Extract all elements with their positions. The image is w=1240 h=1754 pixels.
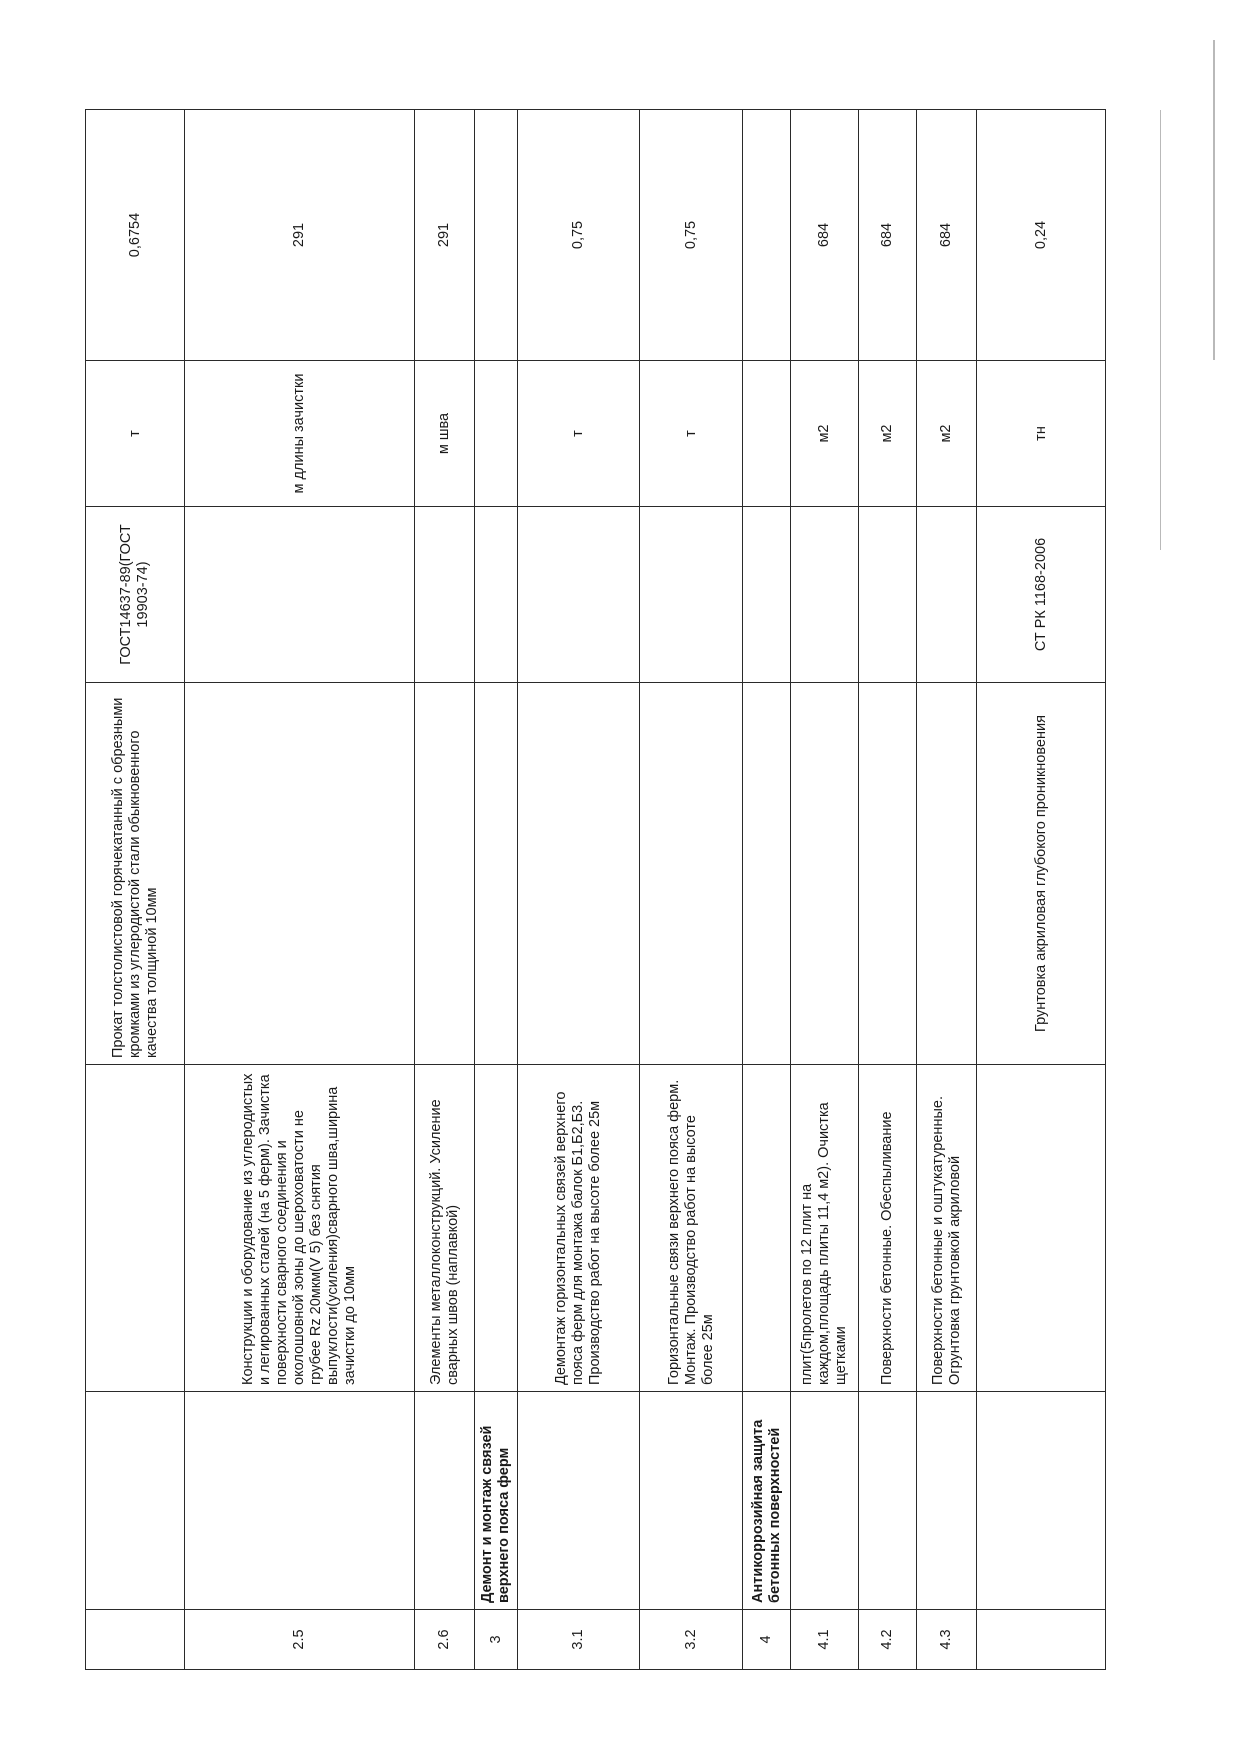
quantity: 0,6754 <box>86 110 185 361</box>
row-number: 4.1 <box>791 1610 859 1670</box>
material-name: Грунтовка акриловая глубокого проникновения <box>977 683 1106 1065</box>
quantity: 291 <box>185 110 415 361</box>
table-row <box>791 110 859 1670</box>
section-title <box>86 1392 185 1610</box>
section-title <box>518 1392 640 1610</box>
quantity: 0,24 <box>977 110 1106 361</box>
material-name <box>743 683 791 1065</box>
material-name <box>518 683 640 1065</box>
row-number <box>977 1610 1106 1670</box>
table-row <box>185 110 415 1670</box>
unit-of-measure: м шва <box>415 361 475 507</box>
section-title <box>640 1392 743 1610</box>
rotated-document-area <box>85 110 1105 1670</box>
quantity: 684 <box>791 110 859 361</box>
material-name <box>859 683 917 1065</box>
table-row <box>859 110 917 1670</box>
quantity: 684 <box>917 110 977 361</box>
quantity: 291 <box>415 110 475 361</box>
table-row <box>640 110 743 1670</box>
row-number <box>86 1610 185 1670</box>
work-description <box>977 1065 1106 1392</box>
material-standard <box>859 507 917 683</box>
work-description <box>86 1065 185 1392</box>
scan-artifact <box>1213 40 1215 360</box>
unit-of-measure: м длины зачистки <box>185 361 415 507</box>
unit-of-measure: м2 <box>791 361 859 507</box>
table-row <box>86 110 185 1670</box>
material-name <box>640 683 743 1065</box>
work-description <box>743 1065 791 1392</box>
material-standard <box>185 507 415 683</box>
unit-of-measure: т <box>86 361 185 507</box>
material-standard <box>518 507 640 683</box>
table-row <box>475 110 518 1670</box>
material-name <box>185 683 415 1065</box>
section-title: Антикоррозийная защита бетонных поверхностей <box>743 1392 791 1610</box>
table-row <box>743 110 791 1670</box>
unit-of-measure: т <box>640 361 743 507</box>
table-row <box>917 110 977 1670</box>
quantity: 684 <box>859 110 917 361</box>
unit-of-measure: м2 <box>859 361 917 507</box>
material-name <box>917 683 977 1065</box>
section-title <box>917 1392 977 1610</box>
section-title <box>791 1392 859 1610</box>
material-standard <box>475 507 518 683</box>
work-description <box>475 1065 518 1392</box>
section-title <box>185 1392 415 1610</box>
section-title <box>977 1392 1106 1610</box>
material-name: Прокат толстолистовой горячекатанный с обрезными кромками из углеродистой стали обыкновенного качества толщиной 10мм <box>86 683 185 1065</box>
unit-of-measure <box>743 361 791 507</box>
work-description: Поверхности бетонные. Обеспыливание <box>859 1065 917 1392</box>
work-description: Конструкции и оборудование из углеродистых и легированных сталей (на 5 ферм). Зачистка поверхности сварного соединения и околошовной зоны до шероховатости не грубее Rz 20мкм(V 5) без снятия выпуклости(усиления)сварного шва,ширина зачистки до 10мм <box>185 1065 415 1392</box>
unit-of-measure <box>475 361 518 507</box>
row-number: 2.6 <box>415 1610 475 1670</box>
section-title <box>415 1392 475 1610</box>
work-description: Поверхности бетонные и оштукатуренные. Огрунтовка грунтовкой акриловой <box>917 1065 977 1392</box>
row-number: 4 <box>743 1610 791 1670</box>
material-standard <box>791 507 859 683</box>
material-standard <box>917 507 977 683</box>
quantity: 0,75 <box>518 110 640 361</box>
table-row <box>518 110 640 1670</box>
row-number: 2.5 <box>185 1610 415 1670</box>
work-description: Элементы металлоконструкций. Усиление сварных швов (наплавкой) <box>415 1065 475 1392</box>
work-description: Демонтаж горизонтальных связей верхнего пояса ферм для монтажа балок Б1,Б2,Б3. Производство работ на высоте более 25м <box>518 1065 640 1392</box>
row-number: 4.2 <box>859 1610 917 1670</box>
material-standard: ГОСТ14637-89(ГОСТ 19903-74) <box>86 507 185 683</box>
unit-of-measure: т <box>518 361 640 507</box>
material-name <box>415 683 475 1065</box>
material-name <box>475 683 518 1065</box>
row-number: 4.3 <box>917 1610 977 1670</box>
quantity: 0,75 <box>640 110 743 361</box>
row-number: 3.2 <box>640 1610 743 1670</box>
section-title <box>859 1392 917 1610</box>
quantity <box>743 110 791 361</box>
table-row <box>977 110 1106 1670</box>
work-description: Горизонтальные связи верхнего пояса ферм. Монтаж. Производство работ на высоте более 25м <box>640 1065 743 1392</box>
material-standard <box>640 507 743 683</box>
table-row <box>415 110 475 1670</box>
quantity <box>475 110 518 361</box>
material-name <box>791 683 859 1065</box>
specification-table <box>85 109 1106 1670</box>
row-number: 3.1 <box>518 1610 640 1670</box>
material-standard <box>415 507 475 683</box>
section-title: Демонт и монтаж связей верхнего пояса ферм <box>475 1392 518 1610</box>
material-standard: СТ РК 1168-2006 <box>977 507 1106 683</box>
material-standard <box>743 507 791 683</box>
unit-of-measure: м2 <box>917 361 977 507</box>
row-number: 3 <box>475 1610 518 1670</box>
work-description: плит(5пролетов по 12 плит на каждом,площадь плиты 11,4 м2). Очистка щетками <box>791 1065 859 1392</box>
unit-of-measure: тн <box>977 361 1106 507</box>
scan-artifact <box>1160 110 1161 550</box>
